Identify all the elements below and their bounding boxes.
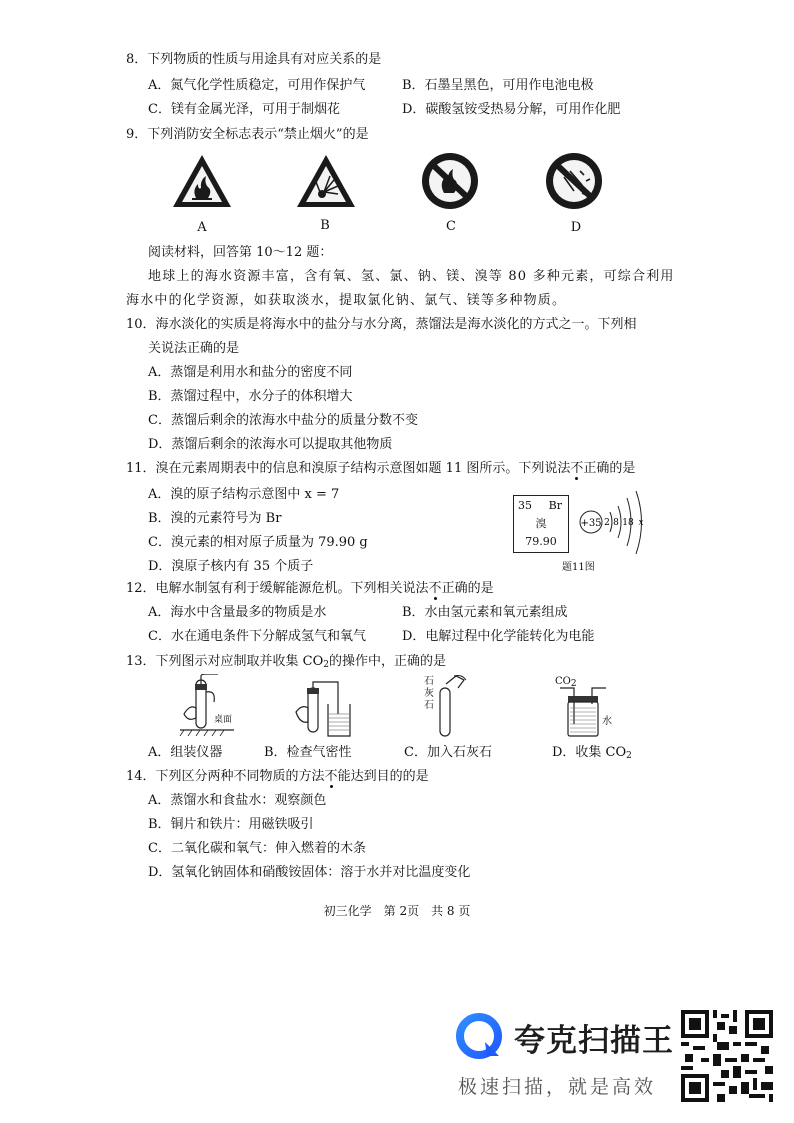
limestone-label: 石 灰 石 (424, 676, 434, 711)
co2-label: CO2 (555, 676, 577, 689)
page-footer: 初三化学 第 2页 共 8 页 (323, 904, 471, 918)
no-fireworks-icon (544, 151, 604, 215)
q14-option-c: C．二氧化碳和氧气：伸入燃着的木条 (148, 841, 366, 856)
q8-stem: 8．下列物质的性质与用途具有对应关系的是 (126, 52, 382, 67)
shell-3: 18 (622, 518, 634, 528)
quark-logo-icon (455, 1012, 505, 1066)
water-label: 水 (602, 716, 612, 727)
explosive-warning-icon (294, 152, 358, 214)
qr-code-icon (681, 1010, 773, 1106)
q12-stem: 12．电解水制氢有利于缓解能源危机。下列相关说法不正确的是 (126, 581, 494, 596)
q11-stem: 11．溴在元素周期表中的信息和溴原子结构示意图如题 11 图所示。下列说法不正确的是 (126, 461, 636, 476)
assemble-apparatus-figure (178, 674, 238, 742)
emphasis-not: 不 (570, 461, 584, 476)
element-symbol: Br (548, 499, 562, 512)
q14-option-b: B．铜片和铁片：用磁铁吸引 (148, 817, 314, 832)
reading-intro: 阅读材料，回答第 10～12 题： (148, 245, 333, 260)
q9-label-b: B (320, 218, 330, 233)
q14-stem: 14．下列区分两种不同物质的方法不能达到目的的是 (126, 769, 429, 784)
element-name: 溴 (535, 517, 547, 530)
airtightness-check-figure (292, 678, 362, 744)
periodic-table-cell (513, 495, 569, 553)
add-limestone-figure (434, 674, 474, 744)
shell-2: 8 (613, 518, 619, 528)
q13-option-d: D．收集 $CO_2$ (552, 745, 632, 761)
q9-label-d: D (570, 220, 582, 235)
table-label: 桌面 (214, 715, 233, 725)
watermark-slogan: 极速扫描，就是高效 (458, 1076, 657, 1098)
q10-option-c: C．蒸馏后剩余的浓海水中盐分的质量分数不变 (148, 413, 418, 428)
reading-line-2: 海水中的化学资源，如获取淡水，提取氯化钠、氯气、镁等多种物质。 (126, 293, 567, 308)
q10-stem-2: 关说法正确的是 (148, 341, 240, 356)
q14-option-a: A．蒸馏水和食盐水：观察颜色 (148, 793, 327, 808)
q11-option-d: D．溴原子核内有 35 个质子 (148, 559, 314, 574)
q13-option-a: A．组装仪器 (148, 745, 223, 760)
no-open-flame-icon (420, 151, 480, 215)
q12-option-b: B．水由氢元素和氧元素组成 (402, 605, 568, 620)
q11-option-a: A．溴的原子结构示意图中 x = 7 (148, 487, 340, 502)
watermark-brand: 夸克扫描王 (514, 1023, 674, 1059)
q8-option-a: A．氮气化学性质稳定，可用作保护气 (148, 78, 366, 93)
atomic-mass: 79.90 (525, 535, 557, 548)
atom-structure-diagram (574, 488, 654, 564)
q11-option-b: B．溴的元素符号为 Br (148, 511, 282, 526)
q10-stem-1: 10．海水淡化的实质是将海水中的盐分与水分离，蒸馏法是海水淡化的方式之一。下列相 (126, 317, 637, 332)
q11-option-c: C．溴元素的相对原子质量为 79.90 g (148, 535, 368, 550)
q10-option-d: D．蒸馏后剩余的浓海水可以提取其他物质 (148, 437, 393, 452)
reading-line-1: 地球上的海水资源丰富，含有氧、氢、氯、钠、镁、溴等 80 多种元素，可综合利用 (148, 269, 675, 284)
q12-option-c: C．水在通电条件下分解成氢气和氧气 (148, 629, 366, 644)
q10-option-b: B．蒸馏过程中，水分子的体积增大 (148, 389, 353, 404)
q9-label-a: A (197, 220, 207, 235)
q8-option-b: B．石墨呈黑色，可用作电池电极 (402, 78, 594, 93)
nucleus-charge: +35 (580, 518, 602, 529)
q13-option-c: C．加入石灰石 (404, 745, 492, 760)
q13-stem: 13．下列图示对应制取并收集 $CO_2$的操作中，正确的是 (126, 654, 447, 670)
q8-option-c: C．镁有金属光泽，可用于制烟花 (148, 102, 340, 117)
q10-option-a: A．蒸馏是利用水和盐分的密度不同 (148, 365, 353, 380)
atomic-number: 35 (518, 499, 532, 512)
q12-option-d: D．电解过程中化学能转化为电能 (402, 629, 595, 644)
q9-stem: 9．下列消防安全标志表示“禁止烟火”的是 (126, 127, 369, 142)
q12-option-a: A．海水中含量最多的物质是水 (148, 605, 327, 620)
q8-option-d: D．碳酸氢铵受热易分解，可用作化肥 (402, 102, 621, 117)
shell-4: x (638, 518, 644, 528)
emphasis-not: 不 (428, 581, 442, 596)
q11-figure-caption: 题11图 (562, 562, 595, 573)
emphasis-not: 不 (324, 769, 338, 784)
shell-1: 2 (604, 518, 610, 528)
q13-option-b: B．检查气密性 (264, 745, 352, 760)
q14-option-d: D．氢氧化钠固体和硝酸铵固体：溶于水并对比温度变化 (148, 865, 471, 880)
flammable-warning-icon (170, 152, 234, 214)
q9-label-c: C (446, 219, 456, 234)
